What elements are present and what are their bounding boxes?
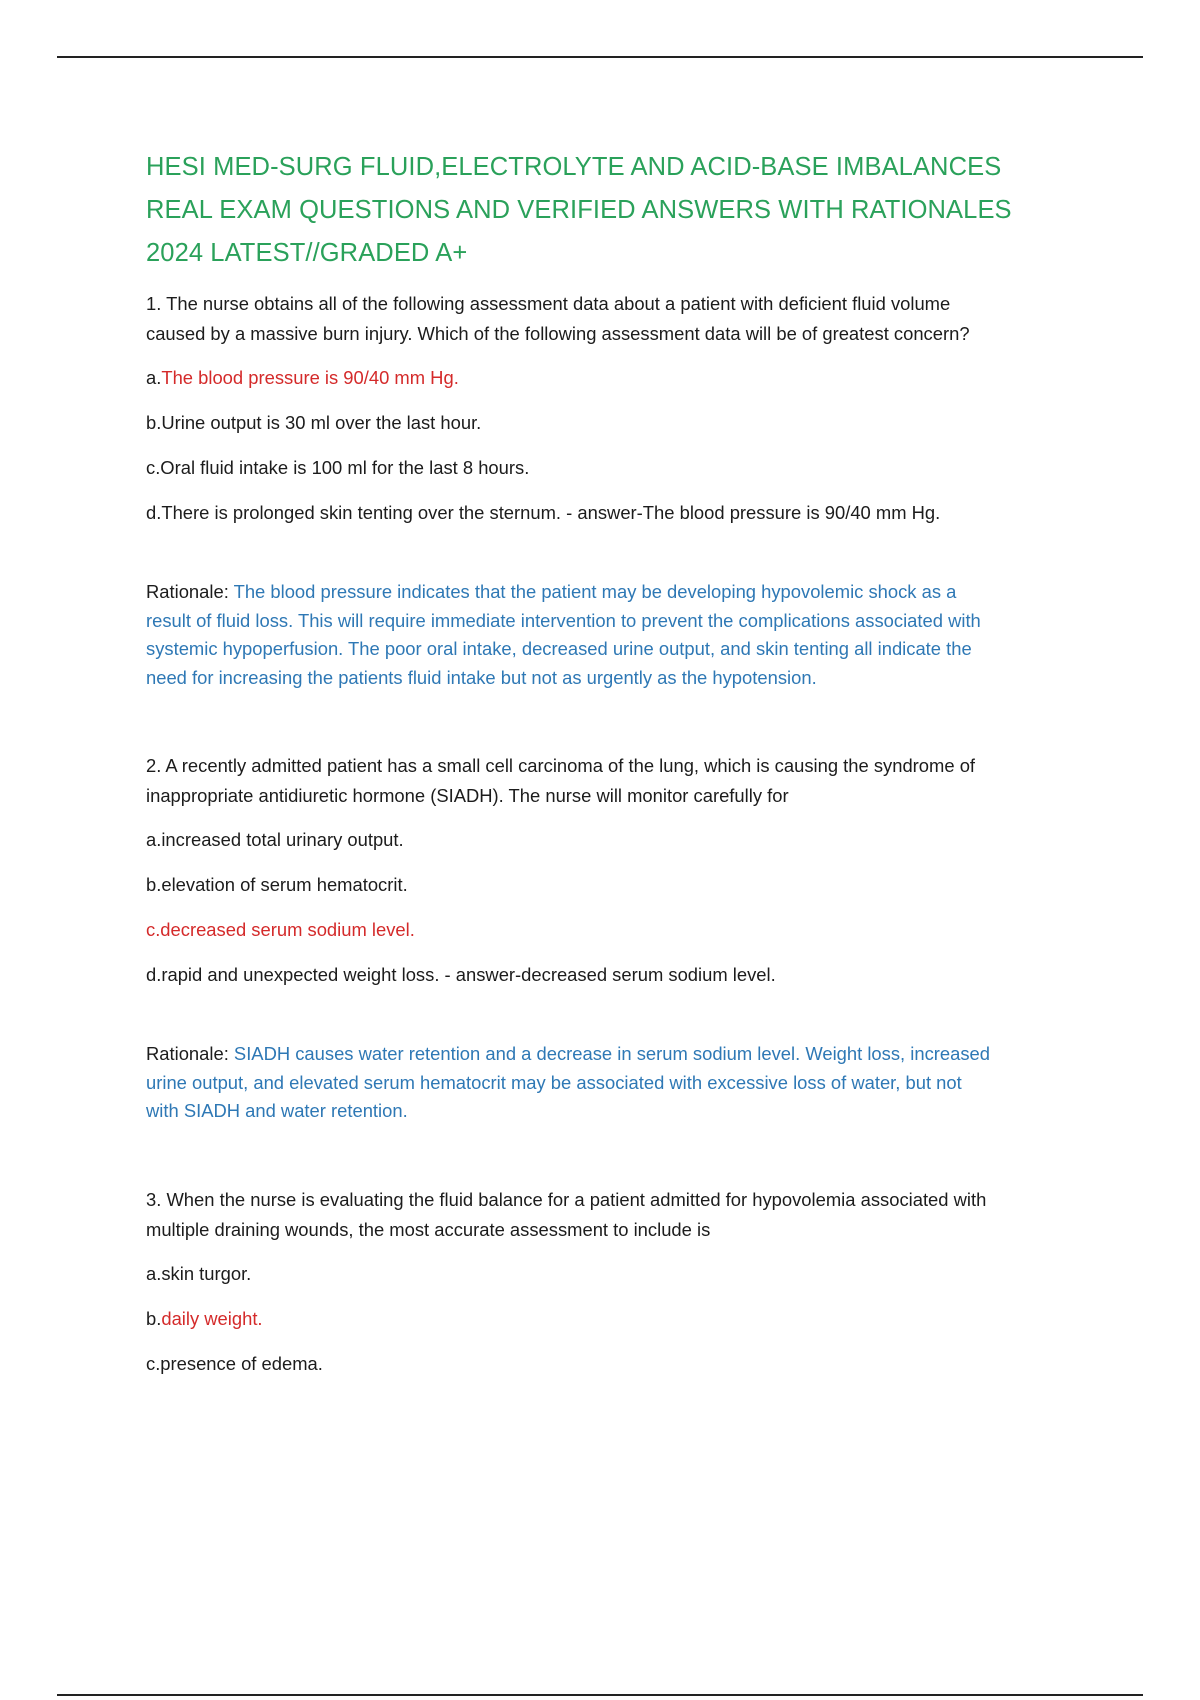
option-a [146, 363, 1096, 393]
option-a: a.increased total urinary output. [146, 829, 404, 850]
stem-line: 3. When the nurse is evaluating the fluid balance for a patient admitted for hypovolemia associated with [146, 1188, 987, 1210]
option-prefix: a. [146, 367, 162, 388]
spacer [146, 692, 1096, 751]
stem-line: inappropriate antidiuretic hormone (SIADH). The nurse will monitor carefully for [146, 785, 789, 806]
question-2 [146, 751, 1096, 1126]
rationale-text: result of fluid loss. This will require immediate intervention to prevent the complications associated with [146, 609, 981, 631]
stem-line: 1. The nurse obtains all of the following assessment data about a patient with deficient fluid volume [146, 293, 951, 314]
rationale-text: SIADH causes water retention and a decrease in serum sodium level. Weight loss, increased [233, 1043, 991, 1064]
question-1 [146, 289, 1096, 692]
top-rule [57, 56, 1143, 58]
question-stem [146, 289, 1096, 349]
document-title [146, 146, 1096, 275]
correct-answer-highlight: daily weight. [161, 1307, 263, 1329]
option-b [146, 1304, 1096, 1334]
rationale-label: Rationale: [146, 1043, 234, 1064]
option-b: b.elevation of serum hematocrit. [146, 874, 408, 895]
option-c: c.presence of edema. [146, 1352, 323, 1374]
bottom-rule [57, 1694, 1143, 1696]
question-3 [146, 1185, 1096, 1379]
option-d: d.rapid and unexpected weight loss. - answer-decreased serum sodium level. [146, 964, 776, 985]
title-line: 2024 LATEST//GRADED A+ [146, 239, 468, 267]
rationale-text: systemic hypoperfusion. The poor oral intake, decreased urine output, and skin tenting all indicate the [146, 638, 972, 659]
option-a: a.skin turgor. [146, 1262, 252, 1284]
correct-answer-highlight: The blood pressure is 90/40 mm Hg. [161, 367, 459, 388]
rationale-text: The blood pressure indicates that the patient may be developing hypovolemic shock as a [233, 581, 957, 602]
question-stem [146, 751, 1096, 811]
option-c: c.decreased serum sodium level. [146, 919, 415, 940]
rationale-text: need for increasing the patients fluid intake but not as urgently as the hypotension. [146, 666, 817, 688]
rationale [146, 578, 1096, 692]
rationale-label: Rationale: [146, 581, 234, 602]
stem-line: multiple draining wounds, the most accurate assessment to include is [146, 1218, 711, 1240]
question-stem [146, 1185, 1096, 1245]
option-b: b.Urine output is 30 ml over the last hour. [146, 412, 482, 433]
stem-line: caused by a massive burn injury. Which of the following assessment data will be of greatest concern? [146, 323, 970, 344]
document-body [146, 146, 1096, 1394]
title-line: HESI MED-SURG FLUID,ELECTROLYTE AND ACID-BASE IMBALANCES [146, 153, 1002, 181]
rationale [146, 1040, 1096, 1126]
stem-line: 2. A recently admitted patient has a small cell carcinoma of the lung, which is causing the syndrome of [146, 755, 976, 776]
title-line: REAL EXAM QUESTIONS AND VERIFIED ANSWERS WITH RATIONALES [146, 196, 1012, 224]
option-prefix: b. [146, 1307, 162, 1329]
option-c: c.Oral fluid intake is 100 ml for the last 8 hours. [146, 457, 530, 478]
rationale-text: with SIADH and water retention. [146, 1100, 408, 1121]
option-d: d.There is prolonged skin tenting over the sternum. - answer-The blood pressure is 90/40 mm Hg. [146, 502, 941, 523]
rationale-text: urine output, and elevated serum hematocrit may be associated with excessive loss of water, but not [146, 1071, 962, 1093]
spacer [146, 1126, 1096, 1185]
